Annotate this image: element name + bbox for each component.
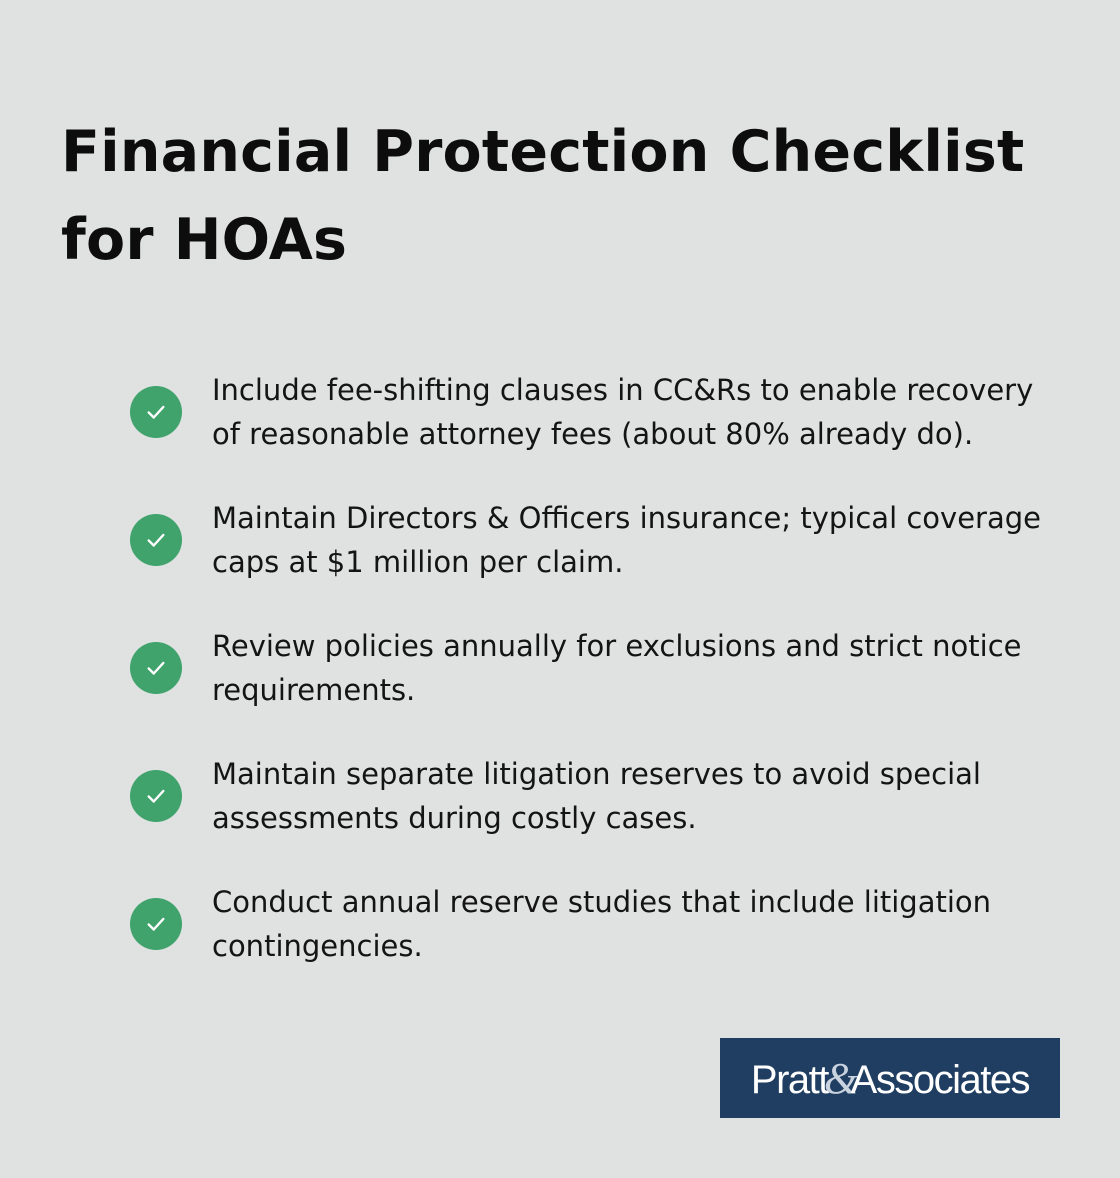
list-item: [130, 752, 1070, 880]
check-icon: [130, 642, 182, 694]
check-icon: [130, 386, 182, 438]
list-item: [130, 496, 1070, 624]
list-item-text: Review policies annually for exclusions and strict notice requirements.: [212, 629, 1022, 707]
list-item-text: Maintain Directors & Officers insurance; typical coverage caps at $1 million per claim.: [212, 501, 1041, 579]
logo-part-pratt: Pratt: [750, 1057, 828, 1102]
logo-text: [751, 1053, 1029, 1104]
list-item: [130, 368, 1070, 496]
list-item: [130, 880, 1070, 1008]
logo-ampersand: &: [823, 1053, 857, 1103]
checklist: [130, 368, 1070, 1008]
check-icon: [130, 770, 182, 822]
check-icon: [130, 898, 182, 950]
brand-logo: [720, 1038, 1060, 1118]
list-item-text: Include fee-shifting clauses in CC&Rs to enable recovery of reasonable attorney fees (about 80% already do).: [212, 373, 1034, 451]
list-item: [130, 624, 1070, 752]
list-item-text: Maintain separate litigation reserves to avoid special assessments during costly cases.: [212, 757, 981, 835]
list-item-text: Conduct annual reserve studies that include litigation contingencies.: [212, 885, 992, 963]
logo-part-associates: Associates: [850, 1057, 1030, 1102]
page-title: Financial Protection Checklist for HOAs: [61, 119, 1025, 273]
check-icon: [130, 514, 182, 566]
